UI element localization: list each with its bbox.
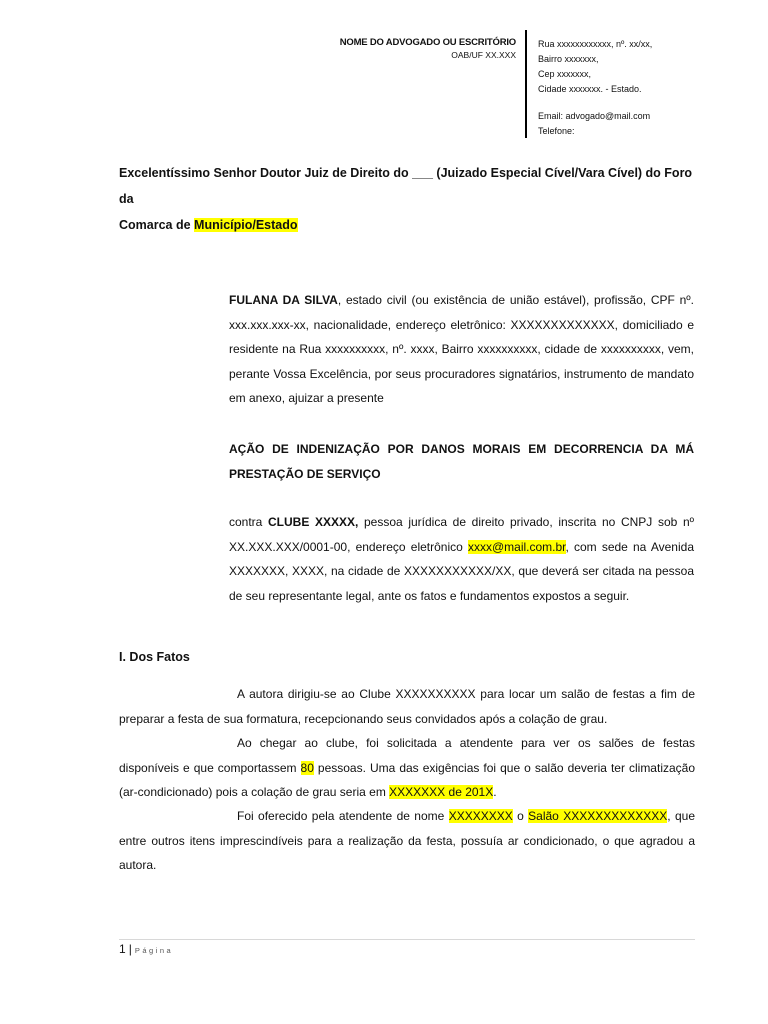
addressee-line-1: Excelentíssimo Senhor Doutor Juiz de Direito do ___ (Juizado Especial Cível/Vara Cível) do Foro da xyxy=(119,166,693,206)
facts-p2-b: pessoas. Uma das exigências foi que o salão deveria ter climatização (ar-condicionado) pois a colação de grau seria em xyxy=(119,760,696,799)
defendant-name: CLUBE XXXXX, xyxy=(268,515,359,529)
party-name: FULANA DA SILVA xyxy=(229,293,338,307)
party-paragraph xyxy=(229,288,694,411)
addressee xyxy=(119,160,695,238)
facts-paragraph-1 xyxy=(119,682,695,731)
defendant-email: xxxx@mail.com.br xyxy=(467,539,566,554)
footer-divider xyxy=(119,939,695,940)
action-title: AÇÃO DE INDENIZAÇÃO POR DANOS MORAIS EM DECORRENCIA DA MÁ PRESTAÇÃO DE SERVIÇO xyxy=(229,442,694,481)
facts-p2-c: . xyxy=(493,785,497,799)
address-phone: Telefone: xyxy=(538,126,575,136)
facts-p3-a: Foi oferecido pela atendente de nome xyxy=(237,809,449,823)
page-word: Página xyxy=(134,946,174,955)
facts-p2-number: 80 xyxy=(300,760,314,775)
firm-name: NOME DO ADVOGADO OU ESCRITÓRIO xyxy=(339,37,516,48)
addressee-line-2 xyxy=(119,212,695,238)
footer-separator: | xyxy=(128,942,132,956)
header-divider xyxy=(525,30,527,138)
facts-paragraph-2 xyxy=(119,731,695,805)
addressee-prefix: Comarca de xyxy=(119,218,195,232)
defendant-text-2: , com sede na Avenida XXXXXXX, XXXX, na cidade de XXXXXXXXXXX/XX, que deverá ser citada na pessoa de seu representante legal, ante os fatos e fundamentos expostos a seguir. xyxy=(229,539,694,603)
defendant-text-1: pessoa jurídica de direito privado, inscrita no CNPJ sob nº XX.XXX.XXX/0001-00, endereço eletrônico xyxy=(229,515,694,554)
facts-p2-a: Ao chegar ao clube, foi solicitada a atendente para ver os salões de festas disponíveis e que comportassem xyxy=(119,736,695,775)
address-city: Cidade xxxxxxx. - Estado. xyxy=(538,84,642,94)
facts-p3-salon: Salão XXXXXXXXXXXXX xyxy=(528,809,668,823)
firm-address-block xyxy=(538,37,652,139)
facts-p2-date: XXXXXXX de 201X xyxy=(389,785,494,799)
facts-p3-c: , que entre outros itens imprescindíveis para a realização da festa, possuía ar condicionado, o que agradou a autora. xyxy=(119,809,696,872)
defendant-prefix: contra xyxy=(229,515,268,529)
section-title: I. Dos Fatos xyxy=(119,650,190,664)
firm-block xyxy=(340,37,516,61)
party-text: , estado civil (ou existência de união estável), profissão, CPF nº. xxx.xxx.xxx-xx, nacionalidade, endereço eletrônico: XXXXXXXXXXXXX, domiciliado e residente na Rua xxxxxxxxxx, nº. xxxx, Bairro xxxxxxxxxx, cidade de xxxxxxxxxx, vem, perante Vossa Excelência, por seus procuradores signatários, instrumento de mandato em anexo, ajuizar a presente xyxy=(229,293,694,405)
address-district: Bairro xxxxxxx, xyxy=(538,54,599,64)
addressee-highlight: Município/Estado xyxy=(194,218,298,232)
firm-oab: OAB/UF XX.XXX xyxy=(451,50,516,60)
page-footer xyxy=(119,942,173,956)
facts-p1-text: A autora dirigiu-se ao Clube XXXXXXXXXX para locar um salão de festas a fim de preparar a festa de sua formatura, recepcionando seus convidados após a colação de grau. xyxy=(119,687,695,726)
facts-paragraph-3 xyxy=(119,804,695,878)
defendant-paragraph xyxy=(229,510,694,608)
facts-p3-b: o xyxy=(512,809,529,823)
address-cep: Cep xxxxxxx, xyxy=(538,69,592,79)
page-number: 1 xyxy=(119,942,126,956)
address-street: Rua xxxxxxxxxxxx, nº. xx/xx, xyxy=(538,39,653,49)
address-email: Email: advogado@mail.com xyxy=(538,111,651,121)
facts-p3-name: XXXXXXXX xyxy=(448,809,513,823)
